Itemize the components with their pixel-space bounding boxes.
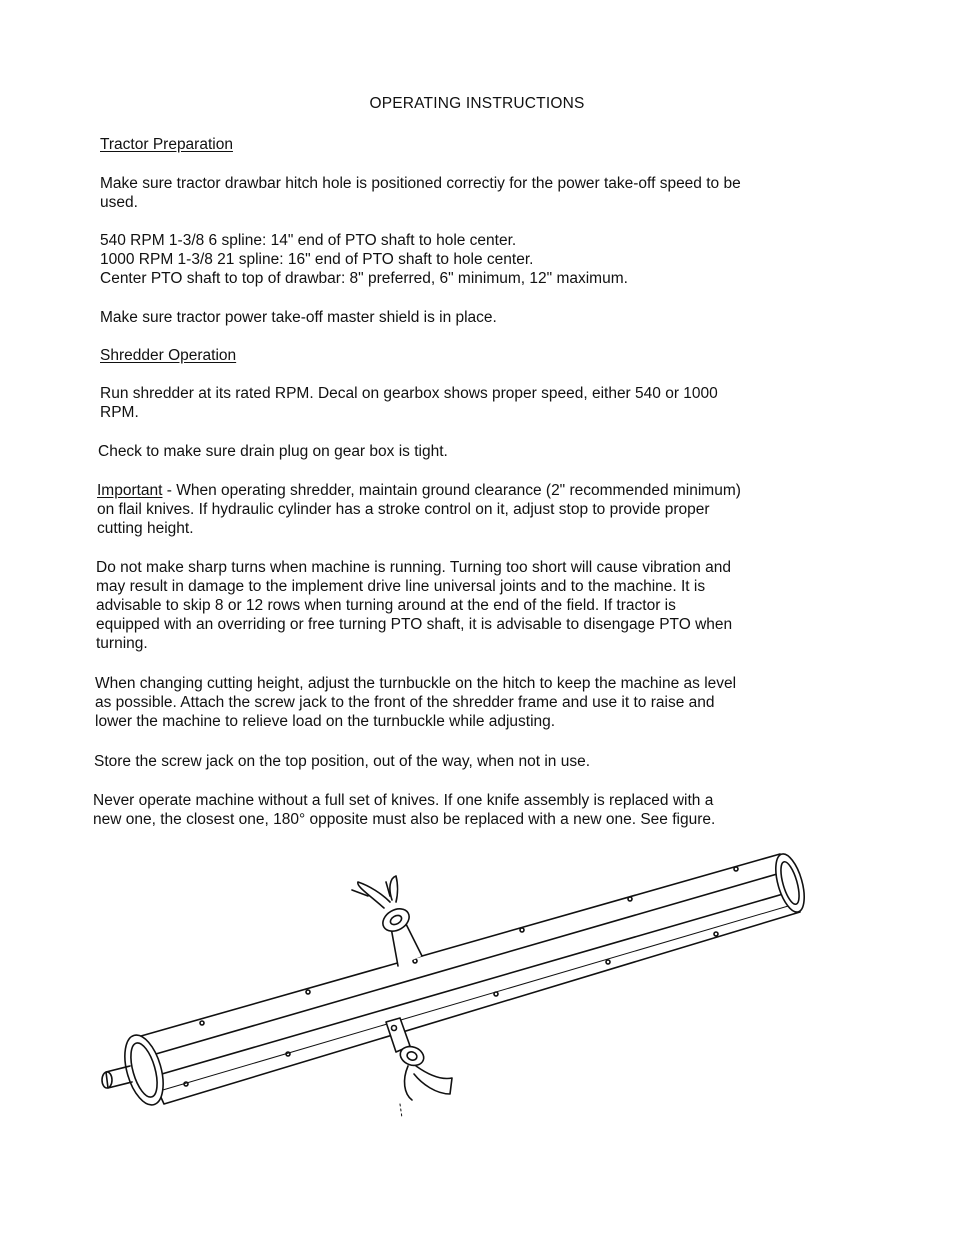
spec-line: 1000 RPM 1-3/8 21 spline: 16" end of PTO shaft to hole center.	[100, 251, 534, 268]
section-heading-shredder-operation: Shredder Operation	[100, 347, 237, 364]
paragraph-line: on flail knives. If hydraulic cylinder has a stroke control on it, adjust stop to provide proper	[97, 501, 710, 518]
important-label: Important	[97, 482, 163, 499]
page-title: OPERATING INSTRUCTIONS	[369, 95, 585, 112]
paragraph-line: turning.	[96, 635, 148, 652]
paragraph-line: new one, the closest one, 180° opposite must also be replaced with a new one. See figure.	[93, 811, 716, 828]
important-text: - When operating shredder, maintain ground clearance (2" recommended minimum)	[162, 482, 741, 499]
paragraph-line: equipped with an overriding or free turning PTO shaft, it is advisable to disengage PTO when	[96, 616, 733, 633]
paragraph-line: cutting height.	[97, 520, 194, 537]
paragraph-line: Store the screw jack on the top position, out of the way, when not in use.	[94, 753, 590, 770]
paragraph-line: may result in damage to the implement drive line universal joints and to the machine. It is	[96, 578, 706, 595]
paragraph-line	[97, 481, 837, 501]
paragraph-line: Make sure tractor drawbar hitch hole is positioned correctiy for the power take-off speed to be	[100, 175, 741, 192]
paragraph-line: advisable to skip 8 or 12 rows when turning around at the end of the field. If tractor is	[96, 597, 676, 614]
paragraph-line: Never operate machine without a full set of knives. If one knife assembly is replaced with a	[93, 792, 714, 809]
paragraph-line: When changing cutting height, adjust the turnbuckle on the hitch to keep the machine as level	[95, 675, 737, 692]
flail-rotor-figure	[90, 842, 820, 1130]
paragraph-line: Run shredder at its rated RPM. Decal on gearbox shows proper speed, either 540 or 1000	[100, 385, 718, 402]
flail-rotor-drawing-icon	[90, 842, 820, 1130]
paragraph-line: Check to make sure drain plug on gear box is tight.	[98, 443, 448, 460]
paragraph-line: as possible. Attach the screw jack to the front of the shredder frame and use it to raise and	[95, 694, 715, 711]
paragraph-line: lower the machine to relieve load on the turnbuckle while adjusting.	[95, 713, 556, 730]
paragraph-line: RPM.	[100, 404, 139, 421]
spec-line: Center PTO shaft to top of drawbar: 8" preferred, 6" minimum, 12" maximum.	[100, 270, 628, 287]
paragraph-line: used.	[100, 194, 138, 211]
spec-line: 540 RPM 1-3/8 6 spline: 14" end of PTO shaft to hole center.	[100, 232, 517, 249]
paragraph-line: Do not make sharp turns when machine is running. Turning too short will cause vibration and	[96, 559, 731, 576]
section-heading-tractor-preparation: Tractor Preparation	[100, 136, 233, 153]
paragraph-line: Make sure tractor power take-off master shield is in place.	[100, 309, 497, 326]
